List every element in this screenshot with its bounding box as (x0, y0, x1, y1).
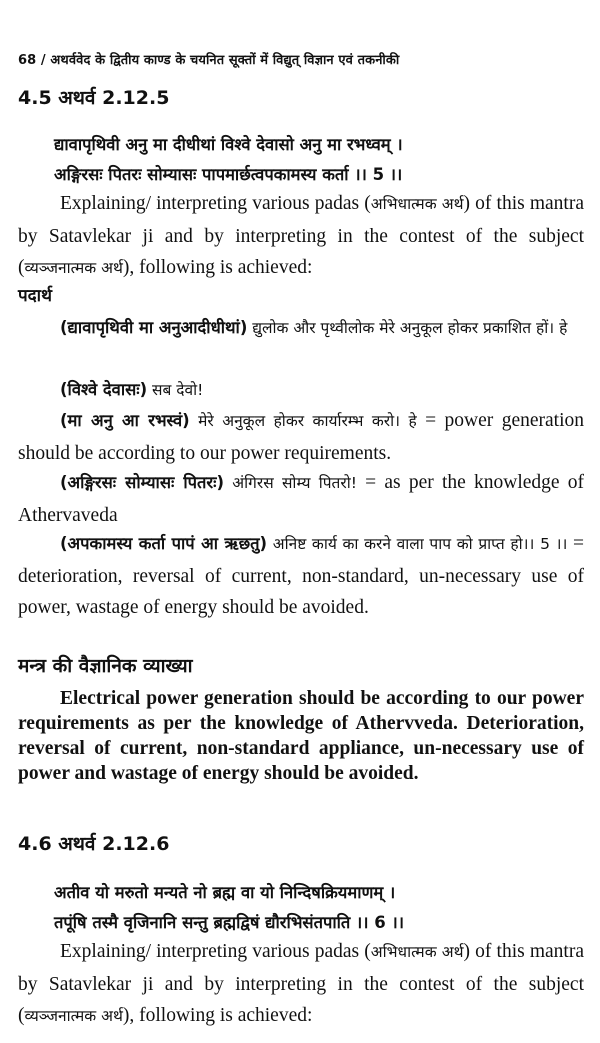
padartha-heading: पदार्थ (18, 286, 52, 306)
scientific-explanation-heading: मन्त्र की वैज्ञानिक व्याख्या (18, 655, 193, 677)
gloss-4: (अङ्गिरसः सोम्यासः पितरः) अंगिरस सोम्य पितरो! = as per the knowledge of Athervaveda (18, 472, 584, 526)
gloss-1: (द्यावापृथिवी मा अनुआदीधीथां) द्युलोक और पृथ्वीलोक मेरे अनुकूल होकर प्रकाशित हों। हे (60, 318, 568, 337)
section-heading-4-6: 4.6 अथर्व 2.12.6 (18, 833, 170, 855)
gloss-3: (मा अनु आ रभस्वं) मेरे अनुकूल होकर कार्यारम्भ करो। हे = power generation should be according to our power requirements. (18, 410, 585, 464)
mantra-line-1: द्यावापृथिवी अनु मा दीधीथां विश्वे देवासो अनु मा रभध्वम् । (54, 135, 403, 154)
mantra-line-3: अतीव यो मरुतो मन्यते नो ब्रह्म वा यो निन्दिषक्रियमाणम् । (54, 883, 396, 902)
gloss-5: (अपकामस्य कर्ता पापं आ ऋछतु) अनिष्ट कार्य का करने वाला पाप को प्राप्त हो।। 5 ।। = deterioration, reversal of current, non-standard, un-necessary use of power, wastage of energy should be avoided. (18, 533, 585, 618)
mantra-line-4: तपूंषि तस्मै वृजिनानि सन्तु ब्रह्मद्विषं द्यौरभिसंतपाति ।। 6 ।। (54, 913, 405, 932)
running-header: 68 / अथर्ववेद के द्वितीय काण्ड के चयनित सूक्तों में विद्युत् विज्ञान एवं तकनीकी (18, 53, 400, 68)
gloss-2: (विश्वे देवासः) सब देवो! (60, 380, 204, 399)
intro-paragraph-1: Explaining/ interpreting various padas (अभिधात्मक अर्थ) of this mantra by Satavlekar ji and by interpreting in the contest of the subject (व्यञ्जनात्मक अर्थ), following is achieved: (18, 193, 584, 278)
section-heading-4-5: 4.5 अथर्व 2.12.5 (18, 87, 170, 109)
scientific-explanation-text: Electrical power generation should be according to our power requirements as per the knowledge of Athervveda. Deterioration, reversal of current, non-standard appliance, un-necessary use of power and wastage of energy should be avoided. (18, 688, 584, 784)
mantra-line-2: अङ्गिरसः पितरः सोम्यासः पापमार्छत्वपकामस्य कर्ता ।। 5 ।। (54, 165, 403, 184)
intro-paragraph-2: Explaining/ interpreting various padas (अभिधात्मक अर्थ) of this mantra by Satavlekar ji and by interpreting in the contest of the subject (व्यञ्जनात्मक अर्थ), following is achieved: (18, 941, 584, 1026)
